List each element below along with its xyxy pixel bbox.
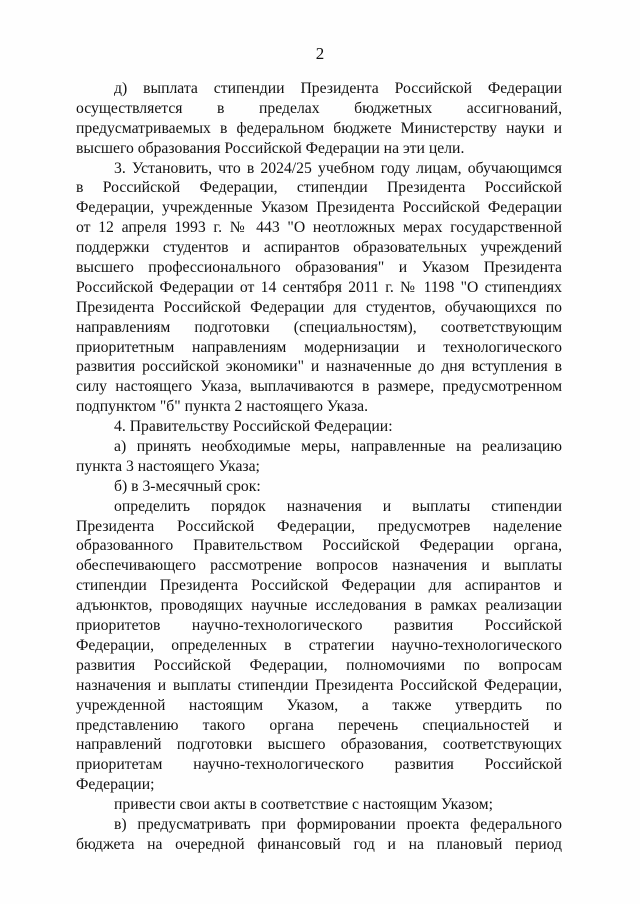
text-line: направлениям подготовки (специальностям), соответствующим [76,318,562,336]
text-line: 4. Правительству Российской Федерации: [114,418,393,436]
text-line: высшего профессионального образования" и Указом Президента [76,259,562,277]
text-line: бюджета на очередной финансовый год и на плановый период [76,835,562,853]
text-line: стипендии Президента Российской Федерации для аспирантов и [76,577,562,595]
text-line: образованного Правительством Российской Федерации органа, [76,537,562,555]
document-body [76,79,562,855]
text-line: Российской Федерации от 14 сентября 2011 г. № 1198 "О стипендиях [76,278,562,296]
text-line: привести свои акты в соответствие с настоящим Указом; [114,796,493,814]
text-line: приоритетам научно-технологического развития Российской [76,756,562,774]
text-line: развития Российской Федерации, полномочиями по вопросам [76,656,562,674]
text-line: а) принять необходимые меры, направленные на реализацию [114,438,562,456]
text-line: назначения и выплаты стипендии Президента Российской Федерации, [76,676,562,694]
text-line: направлений подготовки высшего образования, соответствующих [76,736,562,754]
text-line: от 12 апреля 1993 г. № 443 "О неотложных мерах государственной [76,219,562,237]
text-line: поддержки студентов и аспирантов образовательных учреждений [76,239,562,257]
text-line: Президента Российской Федерации для студентов, обучающихся по [76,298,562,316]
text-line: осуществляется в пределах бюджетных ассигнований, [76,99,562,117]
page-number: 2 [315,44,325,63]
text-line: в) предусматривать при формировании проекта федерального [114,815,562,833]
text-line: 3. Установить, что в 2024/25 учебном году лицам, обучающимся [114,159,562,177]
text-line: Президента Российской Федерации, предусмотрев наделение [76,517,562,535]
text-line: обеспечивающего рассмотрение вопросов назначения и выплаты [76,557,562,575]
text-line: пункта 3 настоящего Указа; [76,457,260,475]
text-line: адъюнктов, проводящих научные исследования в рамках реализации [76,597,562,615]
text-line: приоритетов научно-технологического развития Российской [76,617,562,635]
text-line: определить порядок назначения и выплаты стипендии [114,497,562,515]
text-line: б) в 3-месячный срок: [114,477,261,495]
text-line: развития российской экономики" и назначенные до дня вступления в [76,358,562,376]
text-line: силу настоящего Указа, выплачиваются в размере, предусмотренном [76,378,562,396]
text-line: в Российской Федерации, стипендии Президента Российской [76,179,562,197]
text-line: подпунктом "б" пункта 2 настоящего Указа. [76,398,369,416]
text-line: приоритетным направлениям модернизации и технологического [76,338,562,356]
text-line: Федерации, учрежденные Указом Президента Российской Федерации [76,199,562,217]
text-line: представлению такого органа перечень специальностей и [76,716,562,734]
text-line: д) выплата стипендии Президента Российской Федерации [114,80,562,97]
text-line: предусматриваемых в федеральном бюджете Министерству науки и [76,119,562,137]
text-line: Федерации; [76,776,155,794]
text-line: Федерации, определенных в стратегии научно-технологического [76,636,562,654]
text-line: высшего образования Российской Федерации на эти цели. [76,139,465,157]
text-line: учрежденной настоящим Указом, а также утвердить по [76,696,562,714]
